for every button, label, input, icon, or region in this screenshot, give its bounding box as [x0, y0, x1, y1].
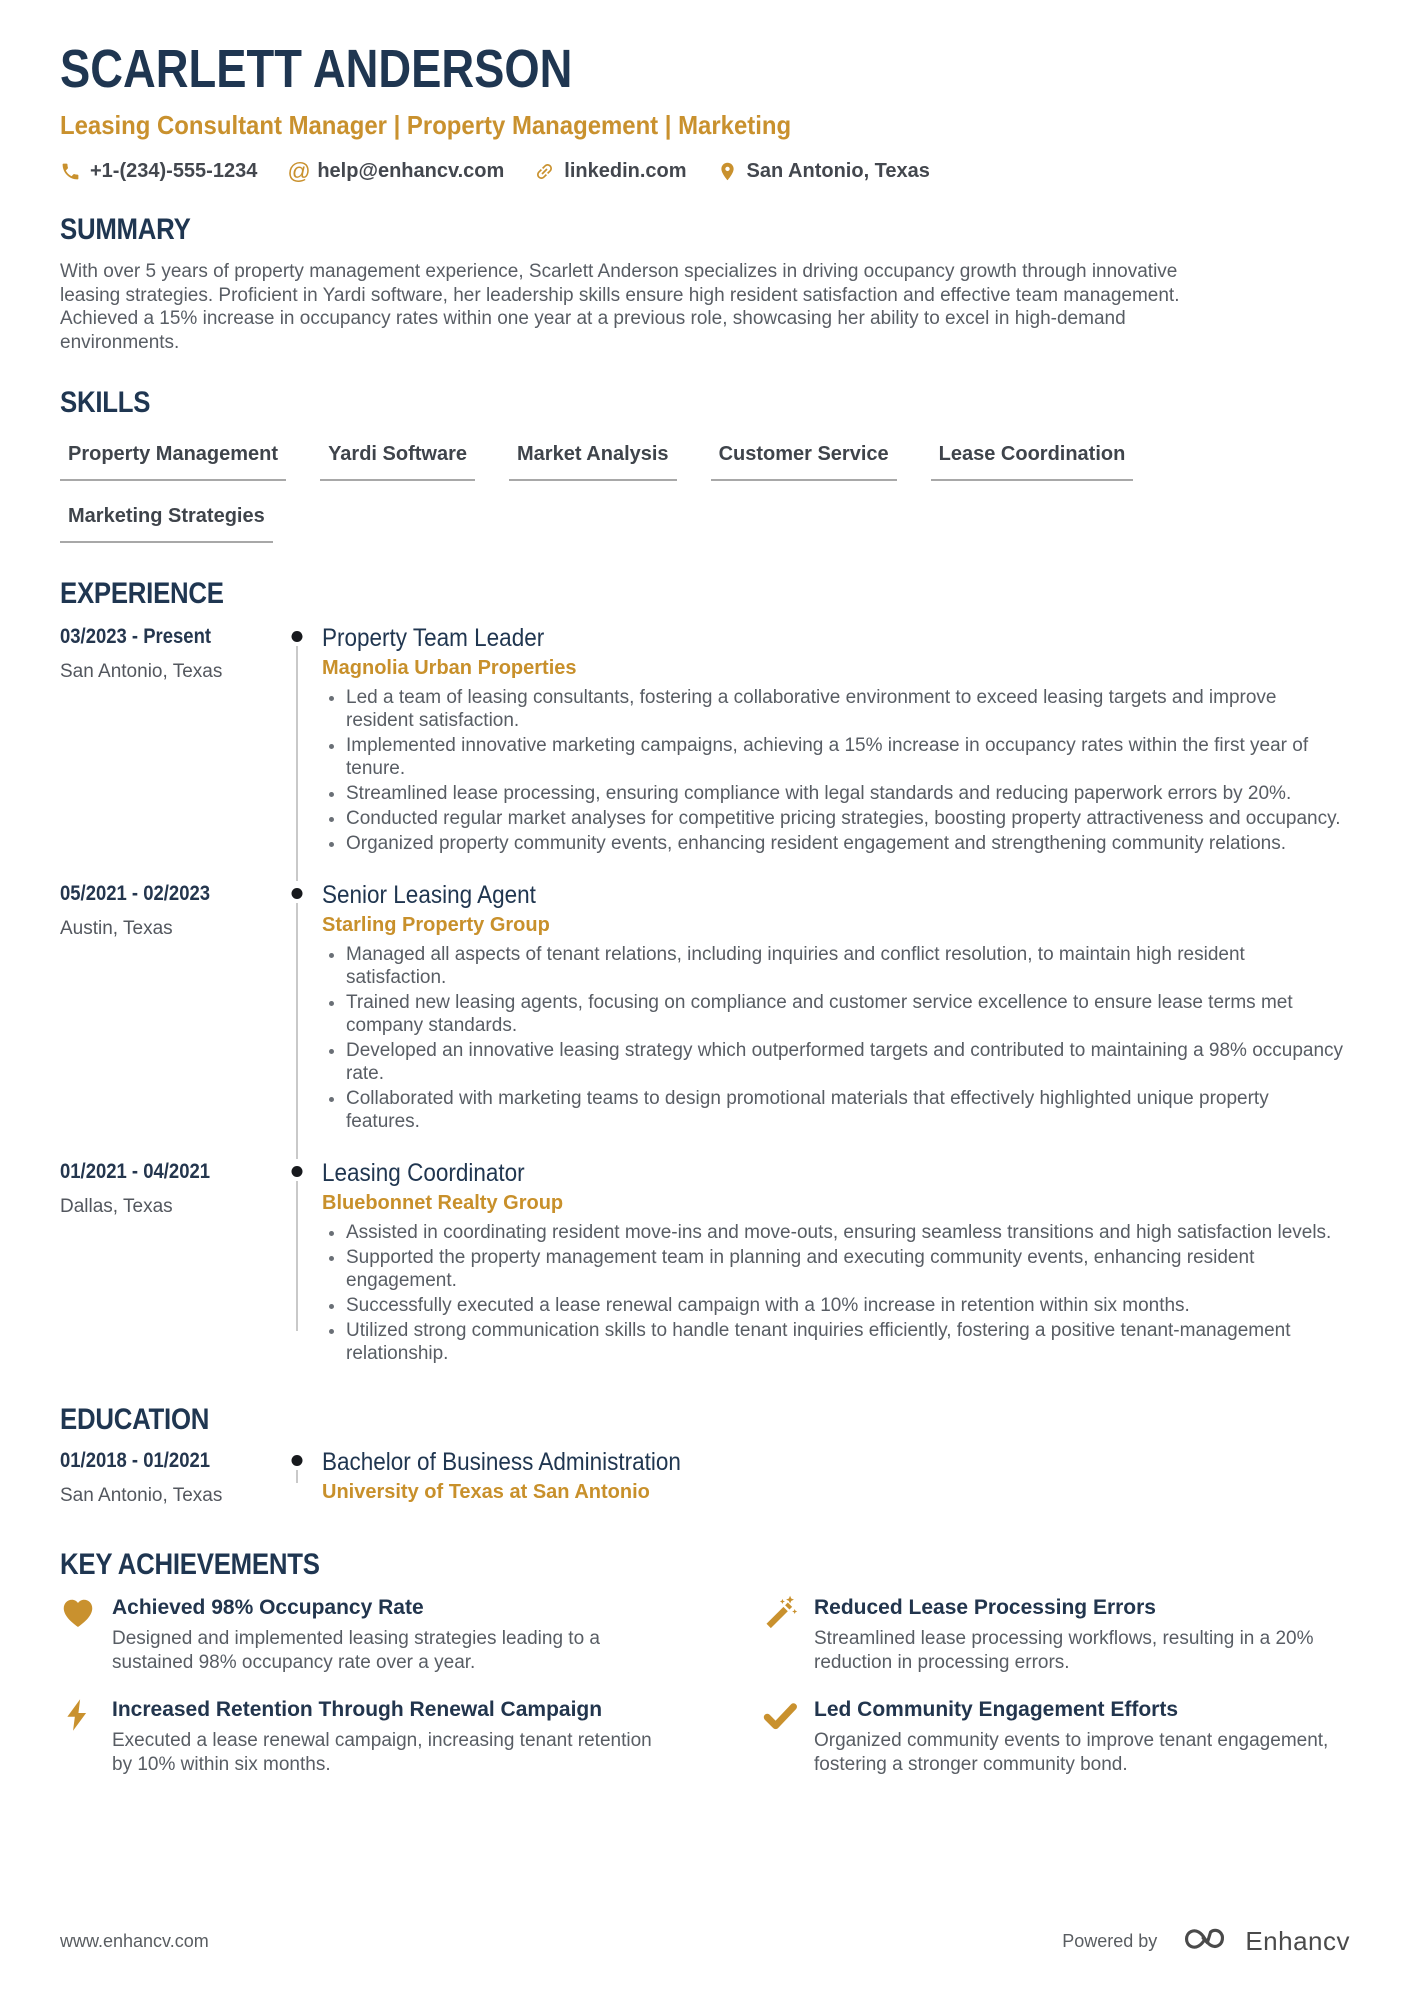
entry-meta: [60, 624, 272, 857]
entry-dates: 01/2018 - 01/2021: [60, 1449, 211, 1472]
job-bullet: • Organized property community events, enhancing resident engagement and strengthening community relations.: [346, 832, 1346, 855]
skill-item: Property Management: [60, 443, 286, 481]
education-heading: EDUCATION: [60, 1403, 210, 1436]
school-name: University of Texas at San Antonio: [322, 1481, 650, 1503]
job-company: Bluebonnet Realty Group: [322, 1192, 564, 1214]
entry-dates: 05/2021 - 02/2023: [60, 882, 211, 905]
achievement-description: Organized community events to improve tenant engagement, fostering a stronger community bond.: [814, 1730, 1329, 1775]
achievement-body: [112, 1595, 722, 1675]
education-entry: [60, 1448, 1350, 1508]
timeline-line: [296, 646, 298, 881]
experience-section: [60, 577, 1350, 1367]
entry-location: Dallas, Texas: [60, 1196, 173, 1217]
job-bullets: [322, 1221, 1350, 1365]
job-company: Starling Property Group: [322, 914, 550, 936]
achievements-heading: KEY ACHIEVEMENTS: [60, 1548, 320, 1581]
degree-title: Bachelor of Business Administration: [322, 1448, 681, 1476]
job-title: Property Team Leader: [322, 624, 545, 652]
achievement-description: Designed and implemented leasing strategies leading to a sustained 98% occupancy rate over a year.: [112, 1628, 600, 1673]
entry-dates: 01/2021 - 04/2021: [60, 1160, 211, 1183]
job-bullet: • Utilized strong communication skills to handle tenant inquiries efficiently, fostering a positive tenant-management relationship.: [346, 1319, 1346, 1365]
enhancv-logo-icon: [1179, 1922, 1231, 1961]
achievement-title: Increased Retention Through Renewal Campaign: [112, 1698, 603, 1721]
enhancv-brand-name: Enhancv: [1245, 1926, 1350, 1956]
skill-item: Customer Service: [711, 443, 897, 481]
timeline-dot: [292, 1455, 303, 1466]
skill-item: Marketing Strategies: [60, 505, 273, 543]
achievement-item: [762, 1595, 1350, 1675]
entry-body: [322, 881, 1350, 1135]
entry-body: [322, 1448, 1350, 1508]
job-bullet: • Assisted in coordinating resident move-ins and move-outs, ensuring seamless transitions and high satisfaction levels.: [346, 1221, 1346, 1244]
job-company: Magnolia Urban Properties: [322, 657, 577, 679]
experience-entry: [60, 881, 1350, 1135]
footer: [60, 1922, 1350, 1961]
link-icon: [534, 161, 555, 182]
email-icon: @: [287, 158, 311, 184]
check-icon: [762, 1697, 798, 1733]
powered-by-label: Powered by: [1062, 1931, 1158, 1951]
achievement-body: [814, 1595, 1350, 1675]
timeline-dot: [292, 631, 303, 642]
experience-entry: [60, 1159, 1350, 1367]
entry-meta: [60, 1159, 272, 1367]
achievement-item: [60, 1595, 722, 1675]
skill-item: Market Analysis: [509, 443, 677, 481]
contact-link[interactable]: [534, 160, 686, 183]
achievement-title: Achieved 98% Occupancy Rate: [112, 1596, 424, 1619]
entry-dates: 03/2023 - Present: [60, 625, 212, 648]
job-bullets: [322, 686, 1350, 855]
skills-heading: SKILLS: [60, 386, 151, 419]
summary-heading: SUMMARY: [60, 213, 191, 246]
skill-item: Lease Coordination: [931, 443, 1134, 481]
job-title: Senior Leasing Agent: [322, 881, 536, 909]
job-bullet: • Supported the property management team in planning and executing community events, enhancing resident engagement.: [346, 1246, 1346, 1292]
timeline: [272, 881, 322, 1135]
job-bullet: • Trained new leasing agents, focusing on compliance and customer service excellence to ensure lease terms met company standards.: [346, 991, 1346, 1037]
entry-body: [322, 624, 1350, 857]
person-title: Leasing Consultant Manager | Property Management | Marketing: [60, 110, 792, 140]
contact-email-text: help@enhancv.com: [317, 160, 505, 182]
achievement-body: [112, 1697, 722, 1777]
timeline-line: [296, 1470, 298, 1483]
job-bullet: • Streamlined lease processing, ensuring compliance with legal standards and reducing paperwork errors by 20%.: [346, 782, 1346, 805]
timeline-line: [296, 1181, 298, 1331]
skill-item: Yardi Software: [320, 443, 475, 481]
entry-meta: [60, 1448, 272, 1508]
job-bullet: • Implemented innovative marketing campaigns, achieving a 15% increase in occupancy rates within the first year of tenure.: [346, 734, 1346, 780]
bolt-icon: [60, 1697, 96, 1733]
contact-location-text: San Antonio, Texas: [746, 160, 930, 182]
contact-link-text: linkedin.com: [564, 160, 687, 182]
contact-email[interactable]: [287, 160, 504, 183]
contact-phone: [60, 160, 257, 183]
job-bullet: • Collaborated with marketing teams to design promotional materials that effectively highlighted unique property features.: [346, 1087, 1346, 1133]
contact-location: [717, 160, 930, 183]
timeline-dot: [292, 888, 303, 899]
contact-row: [60, 160, 1350, 183]
timeline: [272, 1448, 322, 1508]
job-bullet: • Conducted regular market analyses for competitive pricing strategies, boosting property attractiveness and occupancy.: [346, 807, 1346, 830]
heart-icon: [60, 1595, 96, 1631]
job-bullet: • Successfully executed a lease renewal campaign with a 10% increase in retention within six months.: [346, 1294, 1346, 1317]
experience-heading: EXPERIENCE: [60, 577, 224, 610]
entry-location: San Antonio, Texas: [60, 1485, 223, 1506]
achievement-item: [762, 1697, 1350, 1777]
education-section: [60, 1403, 1350, 1508]
entry-body: [322, 1159, 1350, 1367]
entry-location: Austin, Texas: [60, 918, 173, 939]
achievements-grid: [60, 1595, 1350, 1777]
timeline-line: [296, 903, 298, 1159]
location-pin-icon: [717, 161, 738, 182]
phone-icon: [60, 161, 81, 182]
achievement-title: Reduced Lease Processing Errors: [814, 1596, 1156, 1619]
achievement-description: Streamlined lease processing workflows, resulting in a 20% reduction in processing errors.: [814, 1628, 1314, 1673]
contact-phone-text: +1-(234)-555-1234: [90, 160, 258, 182]
summary-text: With over 5 years of property management experience, Scarlett Anderson specializes in driving occupancy growth through innovative leasing strategies. Proficient in Yardi software, her leadership skills ensure high resident satisfaction and effective team management. Achieved a 15% increase in occupancy rates within one year at a previous role, showcasing her ability to excel in high-demand environments.: [60, 261, 1180, 353]
powered-by-block[interactable]: [1062, 1922, 1350, 1961]
footer-website-link[interactable]: www.enhancv.com: [60, 1931, 209, 1951]
skills-list: [60, 443, 1260, 543]
job-bullet: • Led a team of leasing consultants, fostering a collaborative environment to exceed leasing targets and improve resident satisfaction.: [346, 686, 1346, 732]
job-bullets: [322, 943, 1350, 1133]
timeline-dot: [292, 1166, 303, 1177]
job-title: Leasing Coordinator: [322, 1159, 525, 1187]
experience-entry: [60, 624, 1350, 857]
summary-section: [60, 213, 1350, 354]
person-name: SCARLETT ANDERSON: [60, 39, 573, 99]
achievement-body: [814, 1697, 1350, 1777]
timeline: [272, 1159, 322, 1367]
header: [60, 40, 1350, 183]
timeline: [272, 624, 322, 857]
wand-icon: [762, 1595, 798, 1631]
entry-meta: [60, 881, 272, 1135]
achievement-description: Executed a lease renewal campaign, increasing tenant retention by 10% within six months.: [112, 1730, 652, 1775]
job-bullet: • Developed an innovative leasing strategy which outperformed targets and contributed to maintaining a 98% occupancy rate.: [346, 1039, 1346, 1085]
achievement-item: [60, 1697, 722, 1777]
achievement-title: Led Community Engagement Efforts: [814, 1698, 1179, 1721]
job-bullet: • Managed all aspects of tenant relations, including inquiries and conflict resolution, to maintain high resident satisfaction.: [346, 943, 1346, 989]
entry-location: San Antonio, Texas: [60, 661, 223, 682]
skills-section: [60, 386, 1350, 543]
achievements-section: [60, 1548, 1350, 1777]
